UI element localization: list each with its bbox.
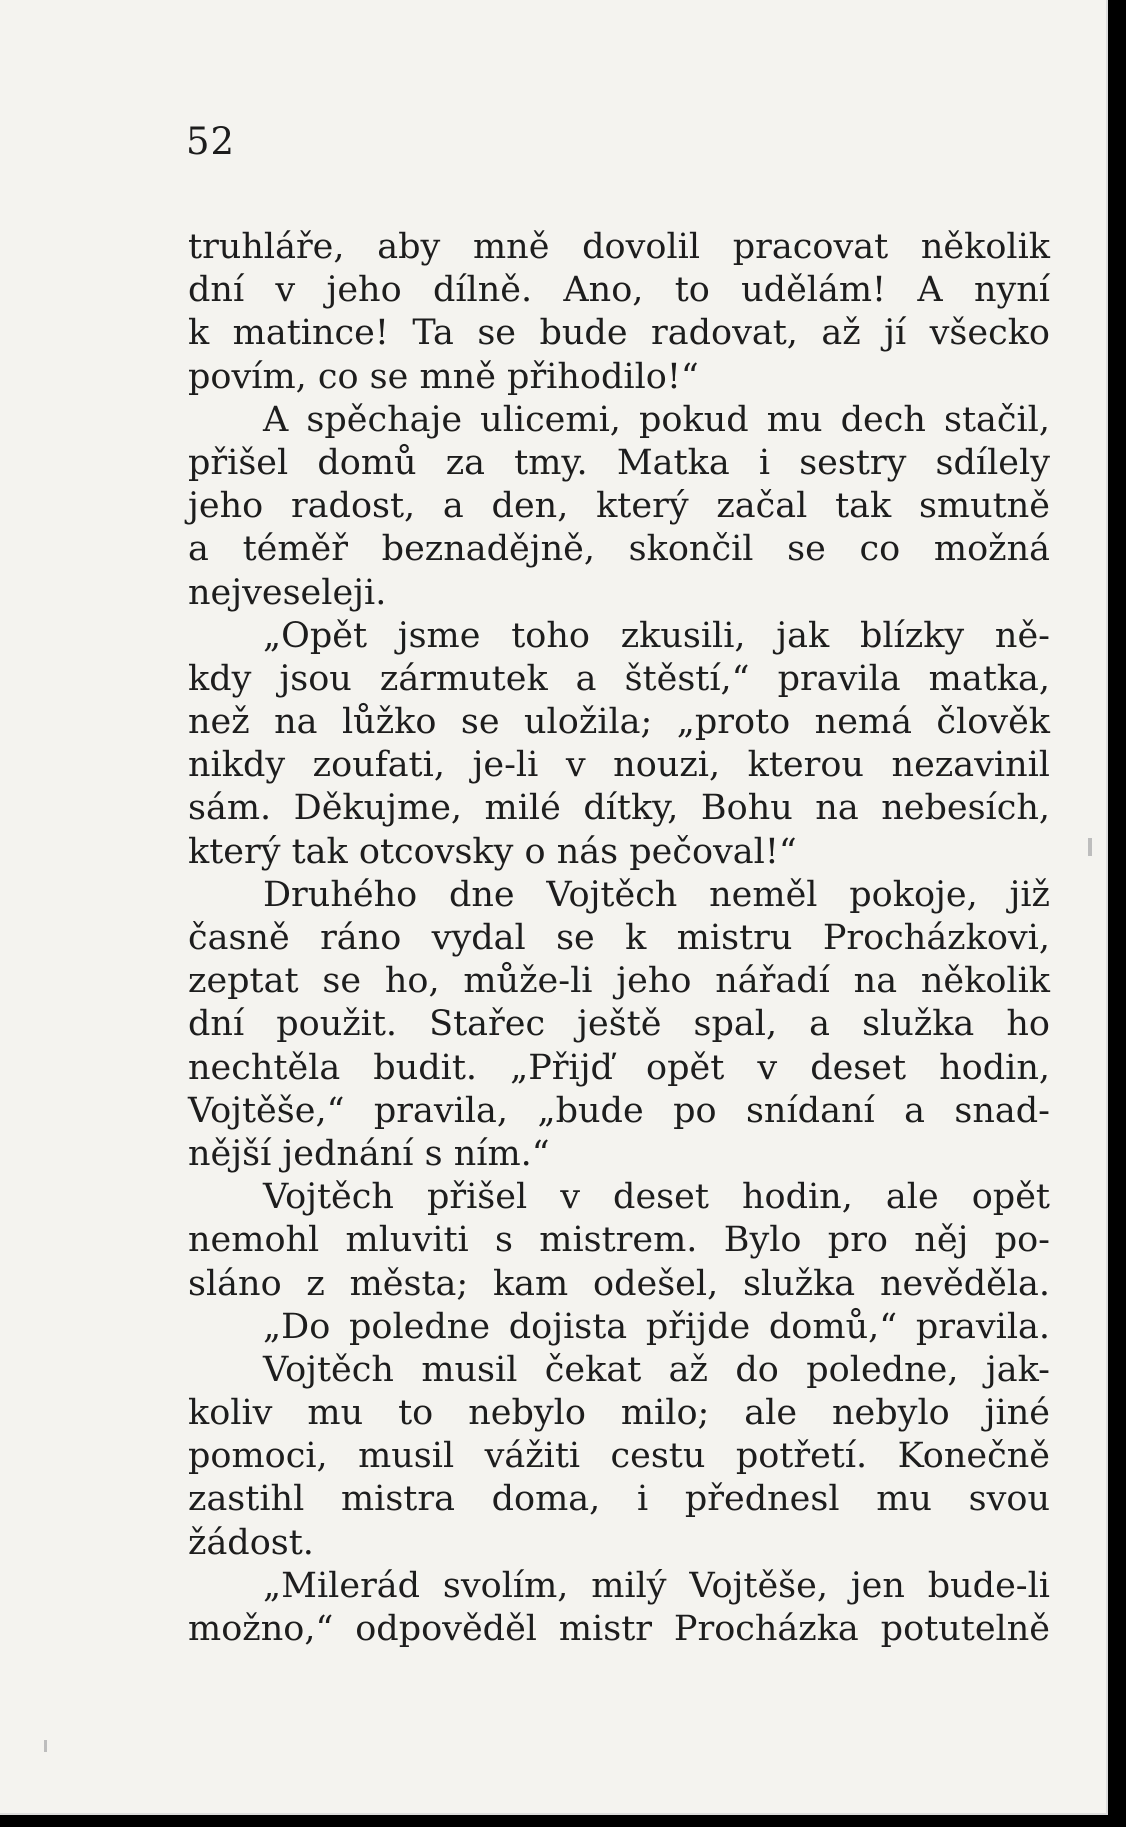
text-line: a téměř beznadějně, skončil se co možná <box>188 529 1050 570</box>
text-line: časně ráno vydal se k mistru Procházkovi, <box>188 918 1050 958</box>
text-line: truhláře, aby mně dovolil pracovat několik <box>188 227 1050 267</box>
page-number: 52 <box>186 120 236 163</box>
text-line: pomoci, musil vážiti cestu potřetí. Konečně <box>188 1436 1050 1477</box>
text-line: Druhého dne Vojtěch neměl pokoje, již <box>263 874 1050 915</box>
text-line: nikdy zoufati, je-li v nouzi, kterou nezavinil <box>188 745 1050 786</box>
text-line: Vojtěše,“ pravila, „bude po snídaní a snad- <box>188 1090 1050 1131</box>
text-line: „Do poledne dojista přijde domů,“ pravila. <box>263 1306 1050 1347</box>
text-line: „Milerád svolím, milý Vojtěše, jen bude-li <box>263 1565 1050 1606</box>
text-line: koliv mu to nebylo milo; ale nebylo jiné <box>188 1393 1050 1434</box>
text-line: který tak otcovsky o nás pečoval!“ <box>188 831 797 872</box>
text-line: možno,“ odpověděl mistr Procházka potutelně <box>188 1609 1050 1649</box>
text-line: Vojtěch musil čekat až do poledne, jak- <box>263 1349 1050 1390</box>
scan-edge-right <box>1108 0 1126 1827</box>
text-line: nější jednání s ním.“ <box>188 1133 550 1174</box>
text-line: než na lůžko se uložila; „proto nemá člověk <box>188 702 1050 743</box>
text-line: zeptat se ho, může-li jeho nářadí na několik <box>188 961 1050 1002</box>
text-line: Vojtěch přišel v deset hodin, ale opět <box>263 1177 1050 1218</box>
text-line: jeho radost, a den, který začal tak smutně <box>188 486 1050 527</box>
text-line: zastihl mistra doma, i přednesl mu svou <box>188 1479 1050 1520</box>
paper-speck <box>44 1740 47 1752</box>
body-text <box>188 226 1050 1651</box>
text-line: kdy jsou zármutek a štěstí,“ pravila matka, <box>188 658 1050 699</box>
text-line: dní v jeho dílně. Ano, to udělám! A nyní <box>188 270 1050 311</box>
text-line: sám. Děkujme, milé dítky, Bohu na nebesích, <box>188 788 1050 829</box>
paper-speck <box>1088 838 1092 856</box>
text-line: nemohl mluviti s mistrem. Bylo pro něj po- <box>188 1220 1050 1261</box>
text-line: „Opět jsme toho zkusili, jak blízky ně- <box>263 615 1050 656</box>
text-line: sláno z města; kam odešel, služka nevěděla. <box>188 1263 1050 1304</box>
text-line: k matince! Ta se bude radovat, až jí všecko <box>188 313 1050 354</box>
text-line: A spěchaje ulicemi, pokud mu dech stačil, <box>263 399 1050 440</box>
text-line: dní použit. Stařec ještě spal, a služka ho <box>188 1004 1050 1045</box>
text-line: nejveseleji. <box>188 572 387 613</box>
text-line: přišel domů za tmy. Matka i sestry sdílely <box>188 442 1050 483</box>
text-line: nechtěla budit. „Přijď opět v deset hodin, <box>188 1047 1050 1088</box>
scan-edge-bottom <box>0 1815 1126 1827</box>
text-line: žádost. <box>188 1522 314 1563</box>
text-line: povím, co se mně přihodilo!“ <box>188 356 699 397</box>
